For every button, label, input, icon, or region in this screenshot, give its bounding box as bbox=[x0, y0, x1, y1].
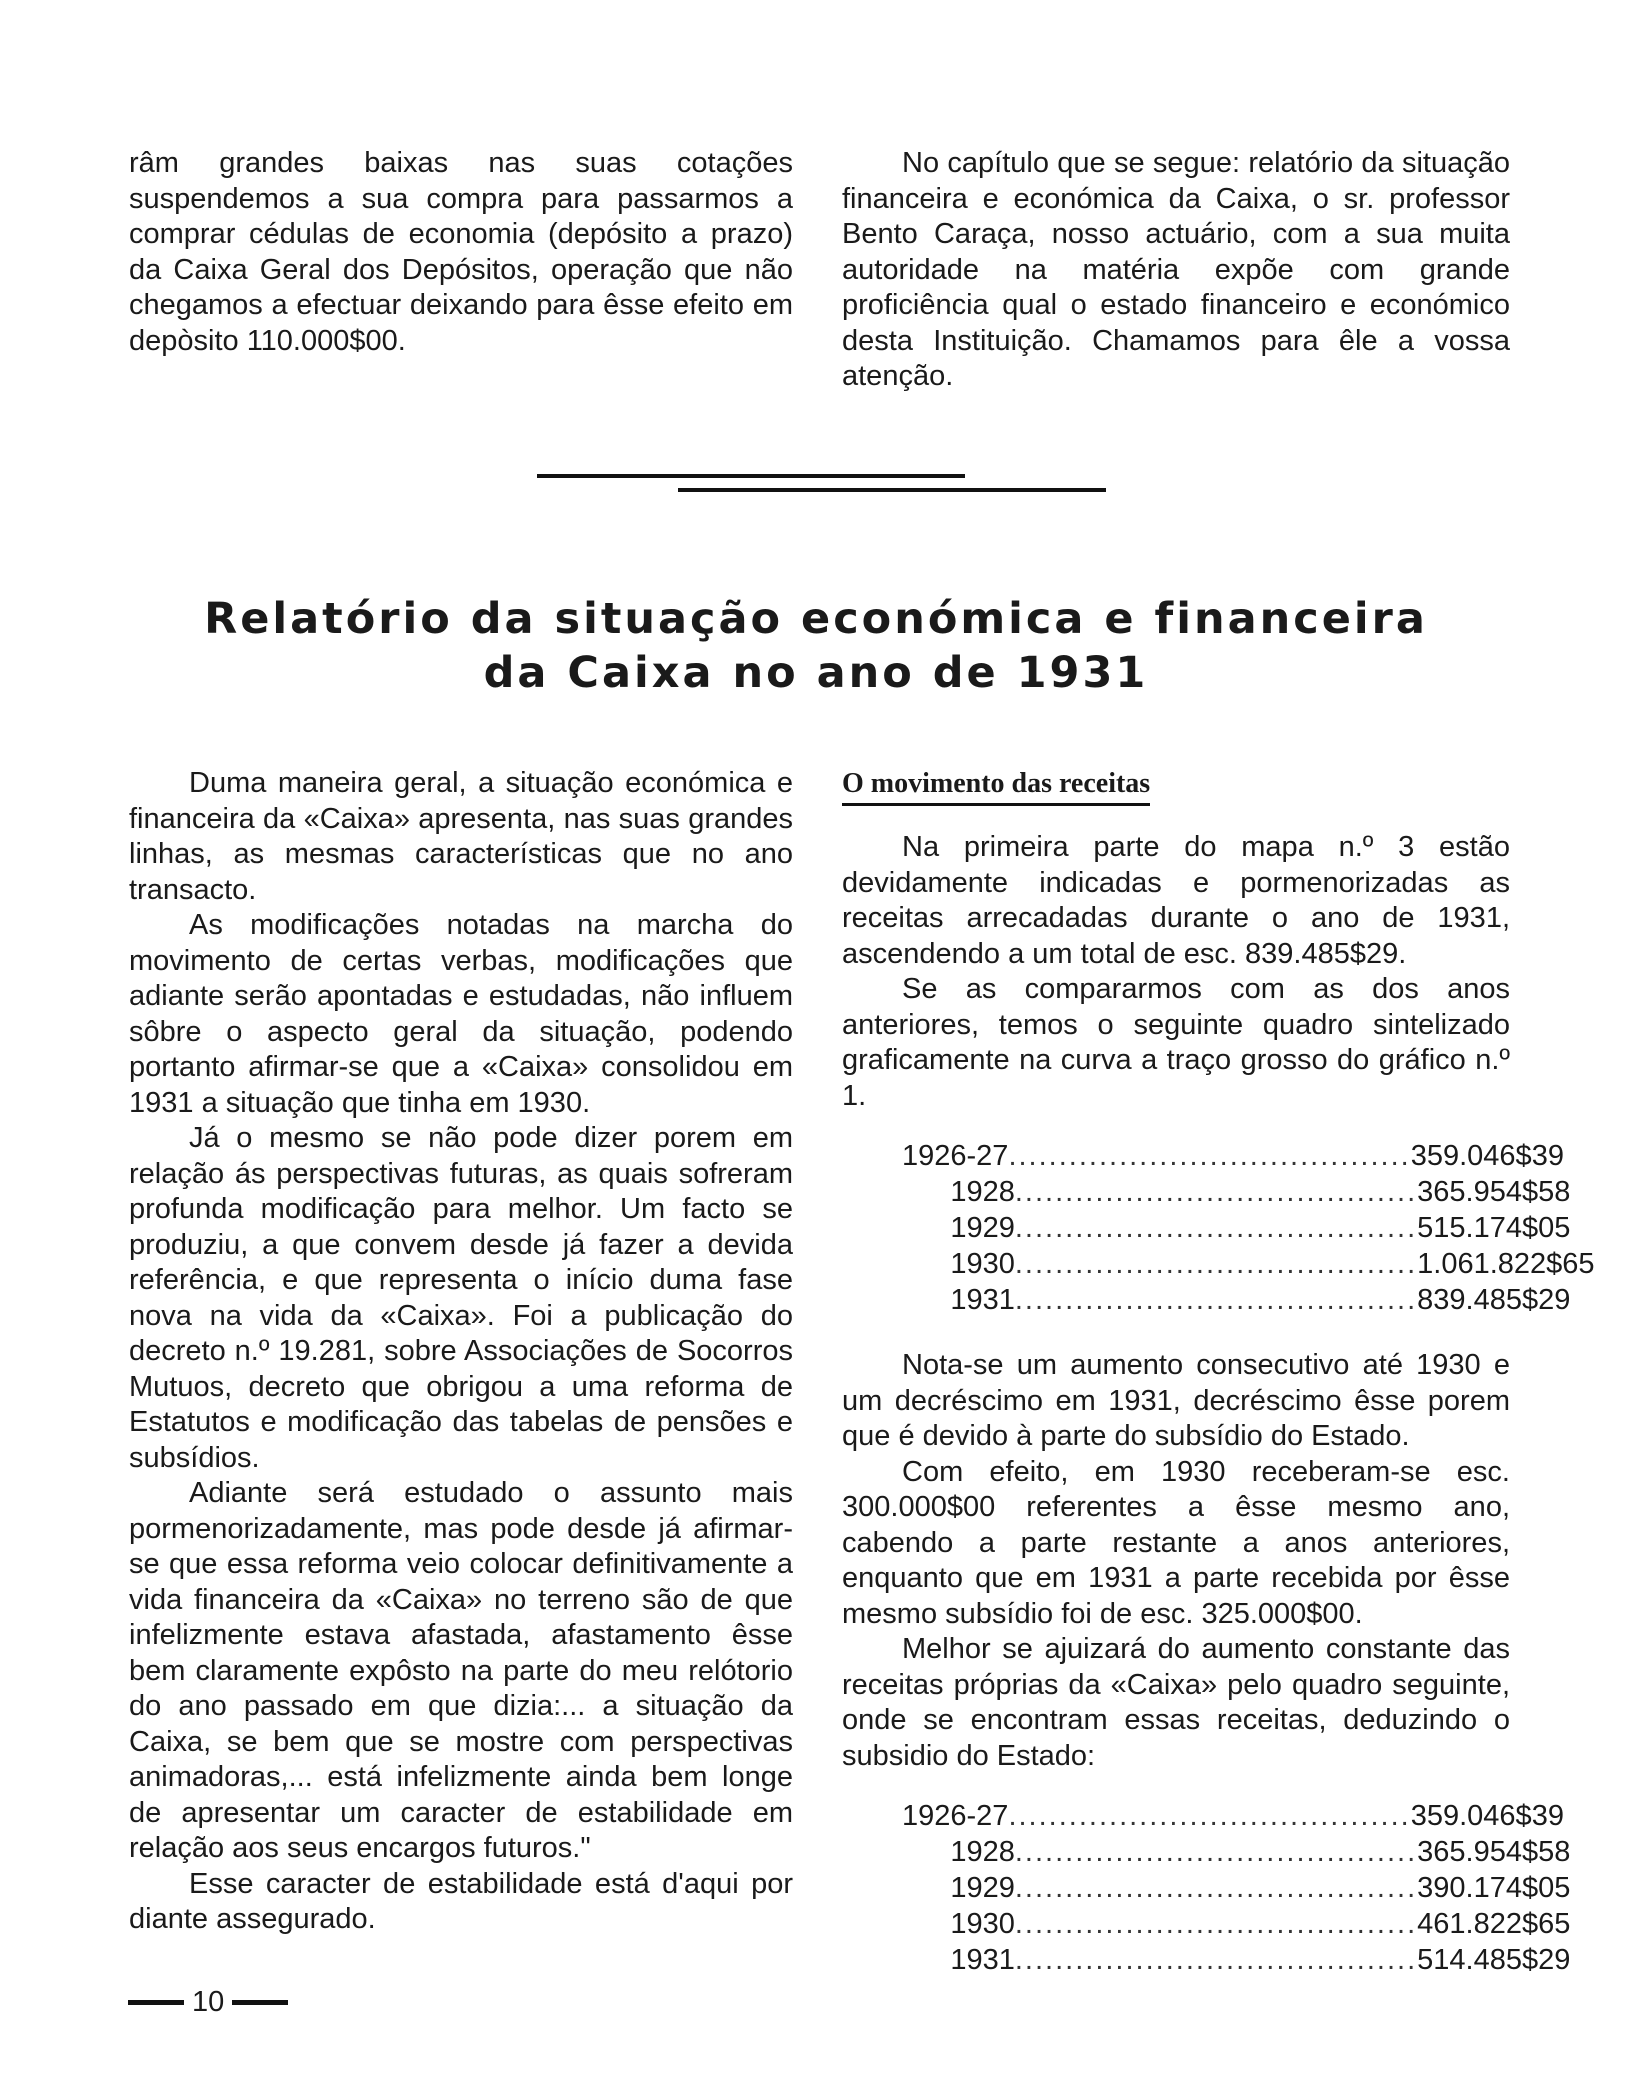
page-footer bbox=[128, 1985, 288, 2019]
right-paragraph-3: Nota-se um aumento consecutivo até 1930 e um decréscimo em 1931, decréscimo êsse porem que é devido à parte do subsídio do Estado. bbox=[842, 1349, 1510, 1452]
table-year: 1926-27 bbox=[902, 1140, 1009, 1172]
table-row bbox=[902, 1798, 1564, 1834]
page-number-bar-left bbox=[128, 2000, 184, 2005]
table-year: 1926-27 bbox=[902, 1800, 1009, 1832]
right-paragraph-4: Com efeito, em 1930 receberam-se esc. 300.000$00 referentes a êsse mesmo ano, cabendo a parte restante a anos anteriores, enquanto que em 1931 a parte recebida por êsse mesmo subsídio foi de esc. 325.000$00. bbox=[842, 1455, 1510, 1630]
decorative-rule-lower bbox=[678, 488, 1106, 492]
table-year: 1929 bbox=[950, 1872, 1015, 1904]
table-row bbox=[902, 1942, 1571, 1978]
leader-dots: ........................................ bbox=[1014, 1836, 1418, 1868]
leader-dots: ........................................ bbox=[1008, 1140, 1411, 1172]
left-paragraph-4: Adiante será estudado o assunto mais pormenorizadamente, mas pode desde já afirmar-se que essa reforma veio colocar definitivamente a vida financeira da «Caixa» no terreno são de que infelizmente estava afastada, afastamento êsse bem claramente expôsto na parte do meu relótorio do ano passado em que dizia:... a situação da Caixa, se bem que se mostre com perspectivas animadoras,... está infelizmente ainda bem longe de apresentar um caracter de estabilidade em relação aos seus encargos futuros." bbox=[129, 1477, 793, 1864]
table-amount: 839.485$29 bbox=[1417, 1284, 1571, 1316]
revenue-table-total bbox=[902, 1138, 1595, 1318]
leader-dots: ........................................ bbox=[1014, 1908, 1418, 1940]
left-paragraph-2: As modificações notadas na marcha do movimento de certas verbas, modificações que adiante serão apontadas e estudadas, não influem sôbre o aspecto geral da situação, podendo portanto afirmar-se que a «Caixa» consolidou em 1931 a situação que tinha em 1930. bbox=[129, 909, 793, 1119]
page-number-bar-right bbox=[232, 2000, 288, 2005]
table-amount: 359.046$39 bbox=[1410, 1140, 1564, 1172]
table-amount: 515.174$05 bbox=[1417, 1212, 1571, 1244]
right-paragraph-2: Se as compararmos com as dos anos anteriores, temos o seguinte quadro sintelizado graficamente na curva a traço grosso do gráfico n.º 1. bbox=[842, 973, 1510, 1112]
decorative-rule-upper bbox=[537, 474, 965, 478]
table-year: 1931 bbox=[950, 1284, 1015, 1316]
table-year: 1930 bbox=[950, 1908, 1015, 1940]
right-paragraph-5: Melhor se ajuizará do aumento constante das receitas próprias da «Caixa» pelo quadro seguinte, onde se encontram essas receitas, deduzindo o subsidio do Estado: bbox=[842, 1633, 1510, 1772]
leader-dots: ........................................ bbox=[1014, 1872, 1418, 1904]
table-amount: 461.822$65 bbox=[1417, 1908, 1571, 1940]
section-title: O movimento das receitas bbox=[842, 766, 1150, 806]
table-row bbox=[902, 1282, 1571, 1318]
revenue-table-own bbox=[902, 1798, 1571, 1978]
table-amount: 390.174$05 bbox=[1417, 1872, 1571, 1904]
left-paragraph-1: Duma maneira geral, a situação económica e financeira da «Caixa» apresenta, nas suas grandes linhas, as mesmas características que no ano transacto. bbox=[129, 767, 793, 906]
left-paragraph-5: Esse caracter de estabilidade está d'aqui por diante assegurado. bbox=[129, 1867, 793, 1935]
table-row bbox=[902, 1246, 1595, 1282]
leader-dots: ........................................ bbox=[1014, 1284, 1418, 1316]
table-amount: 359.046$39 bbox=[1410, 1800, 1564, 1832]
top-right-paragraph-block bbox=[842, 146, 1510, 395]
page-number: 10 bbox=[192, 1986, 225, 2018]
table-year: 1931 bbox=[950, 1944, 1015, 1976]
table-row bbox=[902, 1174, 1571, 1210]
heading-line-1: Relatório da situação económica e financeira bbox=[204, 594, 1428, 644]
right-paragraph-1: Na primeira parte do mapa n.º 3 estão devidamente indicadas e pormenorizadas as receitas arrecadadas durante o ano de 1931, ascendendo a um total de esc. 839.485$29. bbox=[842, 831, 1510, 970]
leader-dots: ........................................ bbox=[1014, 1212, 1418, 1244]
table-row bbox=[902, 1906, 1571, 1942]
leader-dots: ........................................ bbox=[1008, 1800, 1411, 1832]
heading-line-2: da Caixa no ano de 1931 bbox=[483, 648, 1149, 698]
table-year: 1928 bbox=[950, 1836, 1015, 1868]
leader-dots: ........................................ bbox=[1014, 1176, 1418, 1208]
table-amount: 514.485$29 bbox=[1417, 1944, 1571, 1976]
table-amount: 1.061.822$65 bbox=[1417, 1248, 1595, 1280]
right-column bbox=[842, 766, 1595, 2008]
table-year: 1930 bbox=[950, 1248, 1015, 1280]
table-year: 1928 bbox=[950, 1176, 1015, 1208]
table-row bbox=[902, 1870, 1571, 1906]
report-heading bbox=[120, 592, 1512, 700]
table-year: 1929 bbox=[950, 1212, 1015, 1244]
table-amount: 365.954$58 bbox=[1417, 1176, 1571, 1208]
table-row bbox=[902, 1138, 1564, 1174]
table-row bbox=[902, 1834, 1571, 1870]
left-paragraph-3: Já o mesmo se não pode dizer porem em relação ás perspectivas futuras, as quais sofreram profunda modificação para melhor. Um facto se produziu, a que convem desde já fazer a devida referência, e que representa o início duma fase nova na vida da «Caixa». Foi a publicação do decreto n.º 19.281, sobre Associações de Socorros Mutuos, decreto que obrigou a uma reforma de Estatutos e modificação das tabelas de pensões e subsídios. bbox=[129, 1122, 793, 1474]
continued-paragraph: râm grandes baixas nas suas cotações suspendemos a sua compra para passarmos a comprar cédulas de economia (depósito a prazo) da Caixa Geral dos Depósitos, operação que não chegamos a efectuar deixando para êsse efeito em depòsito 110.000$00. bbox=[129, 147, 793, 357]
table-amount: 365.954$58 bbox=[1417, 1836, 1571, 1868]
left-column bbox=[129, 766, 793, 1938]
top-left-paragraph-block bbox=[129, 146, 793, 359]
leader-dots: ........................................ bbox=[1014, 1248, 1418, 1280]
leader-dots: ........................................ bbox=[1014, 1944, 1418, 1976]
table-row bbox=[902, 1210, 1571, 1246]
intro-paragraph: No capítulo que se segue: relatório da situação financeira e económica da Caixa, o sr. professor Bento Caraça, nosso actuário, com a sua muita autoridade na matéria expõe com grande proficiência qual o estado financeiro e económico desta Instituição. Chamamos para êle a vossa atenção. bbox=[842, 147, 1510, 392]
